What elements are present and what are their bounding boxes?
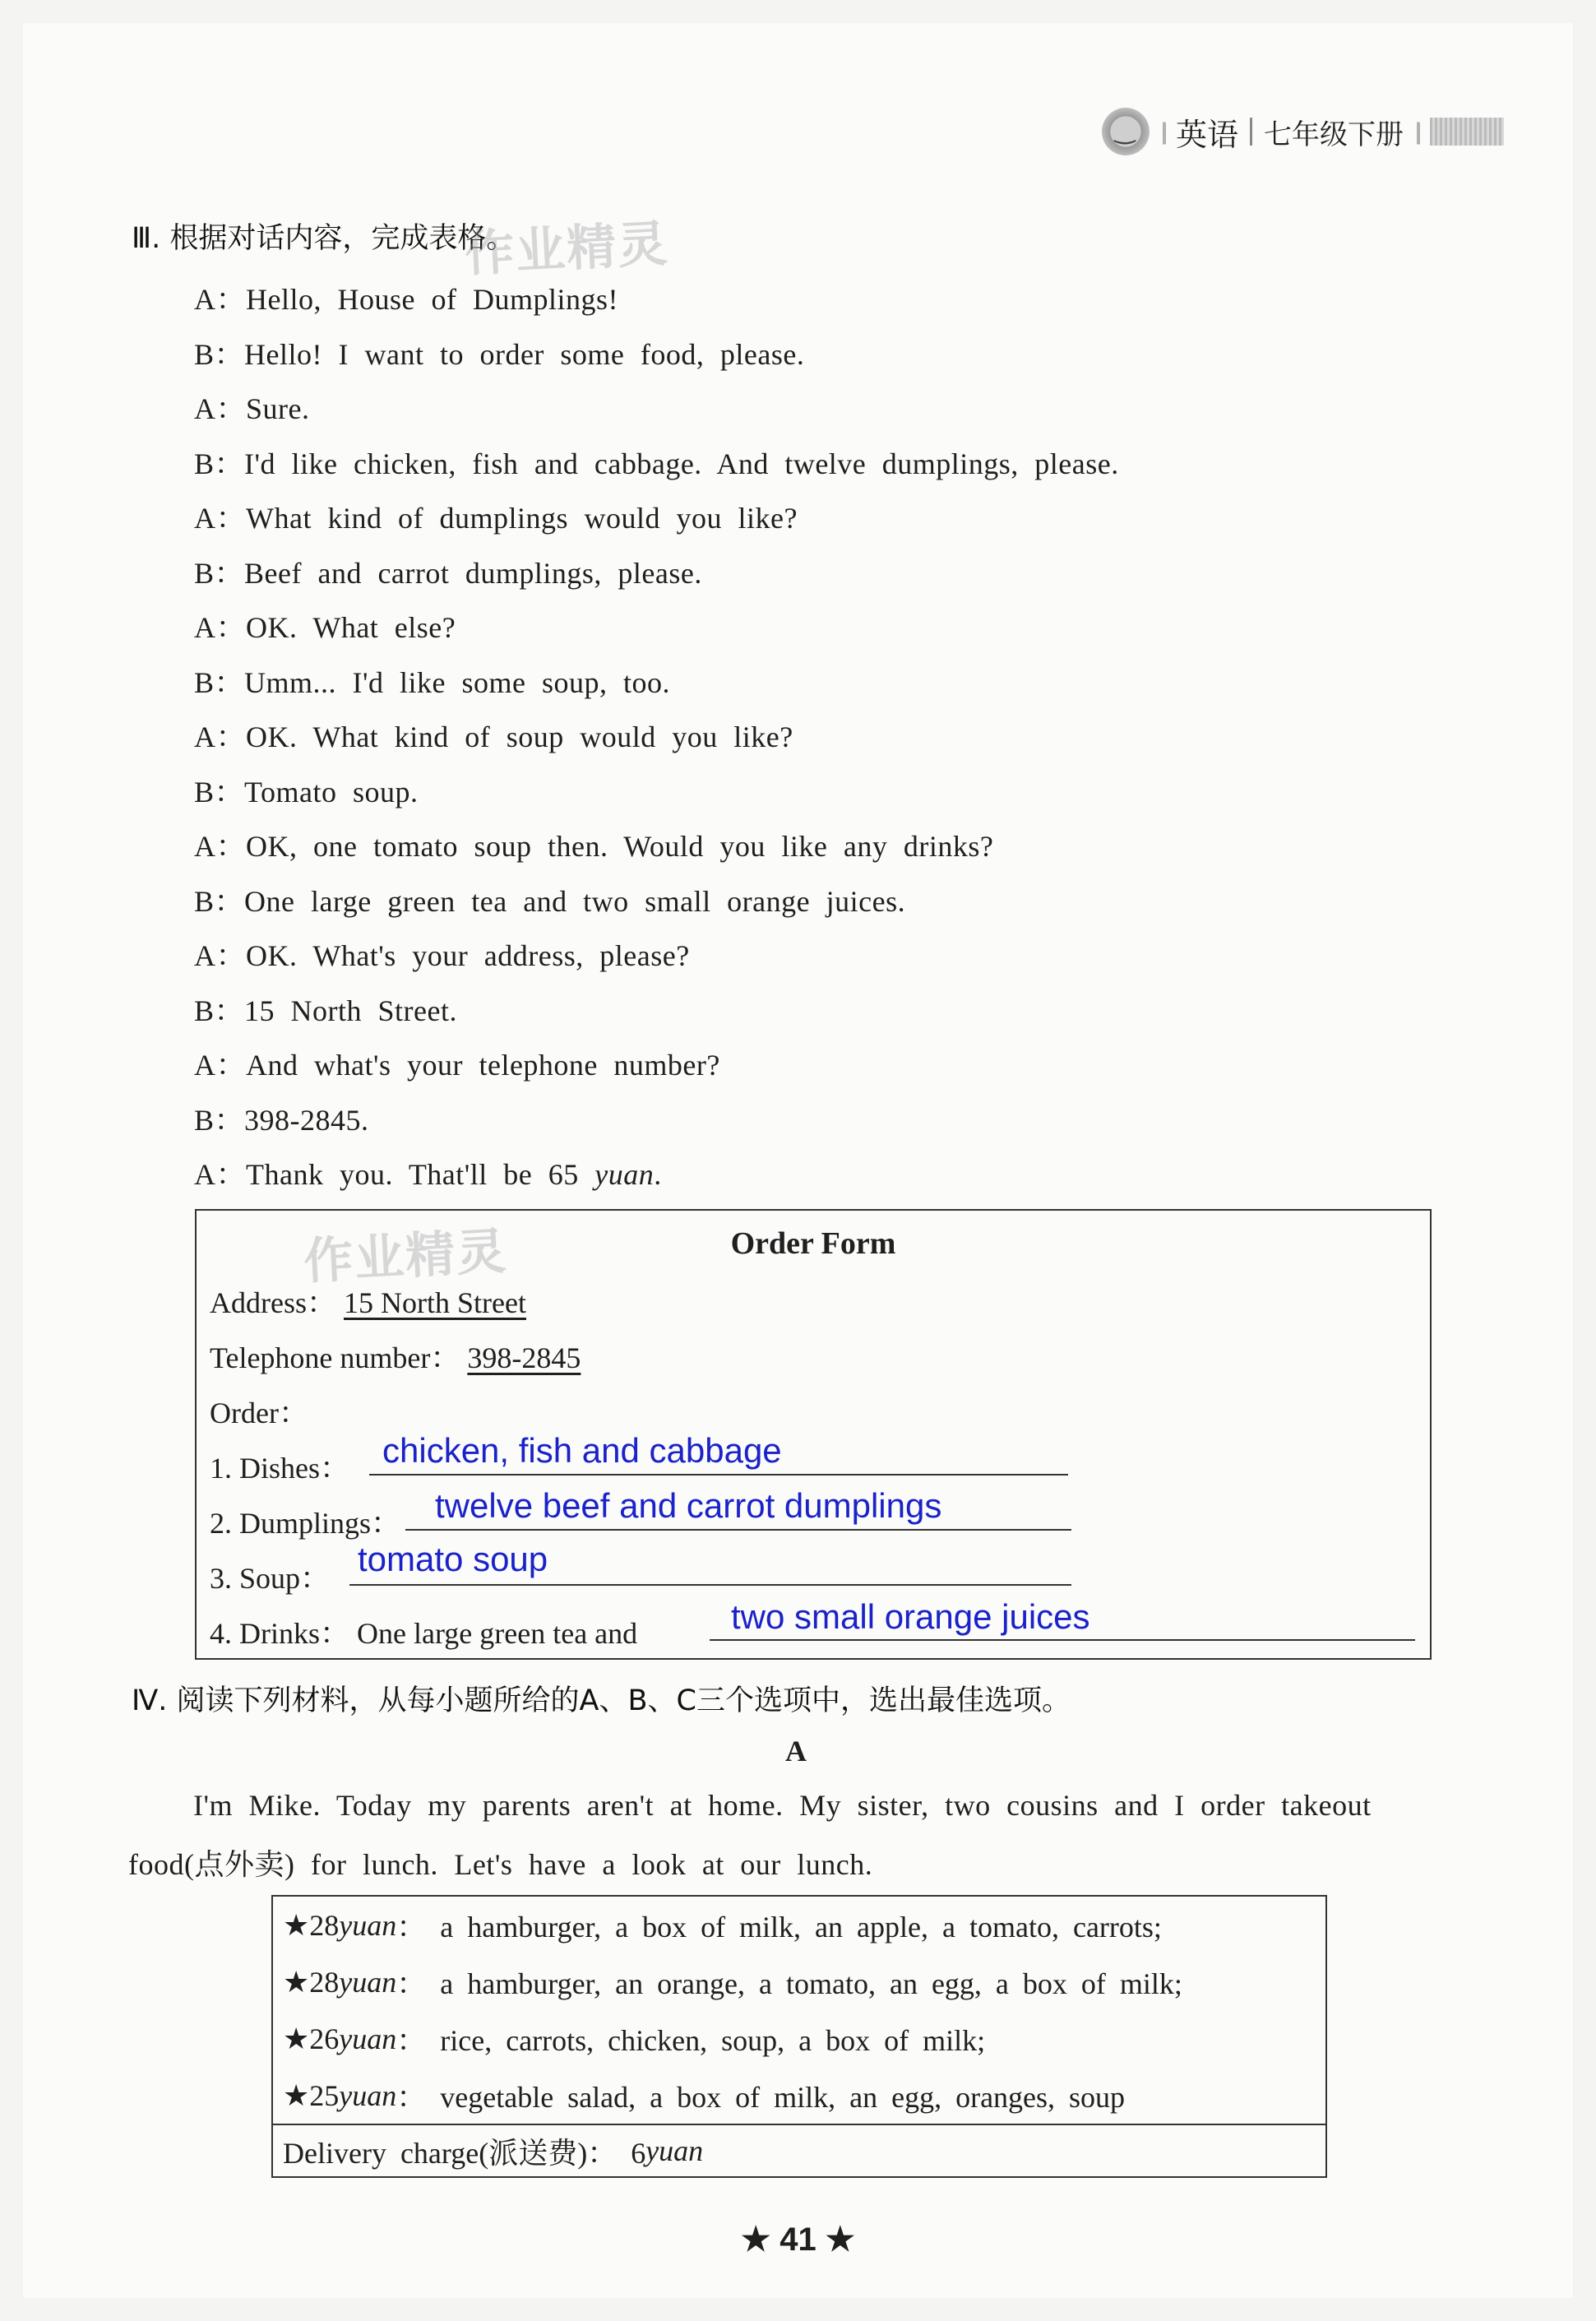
- menu-price: ★28: [283, 1965, 340, 1999]
- divider-bars: ||: [1415, 118, 1419, 145]
- speaker-label: A：: [194, 830, 246, 863]
- dialogue-text: One large green tea and two small orange juices.: [244, 884, 906, 918]
- delivery-unit: yuan: [645, 2134, 704, 2167]
- menu-price: ★28: [283, 1908, 340, 1942]
- speaker-label: A：: [194, 502, 246, 535]
- dialogue-line: [194, 1151, 662, 1193]
- telephone-label: Telephone number：: [210, 1341, 460, 1374]
- dialogue-punct: .: [654, 1158, 662, 1191]
- dialogue-line: [194, 550, 702, 592]
- menu-price: ★25: [283, 2078, 340, 2112]
- address-label: Address：: [210, 1286, 336, 1319]
- delivery-row: [273, 2124, 1325, 2176]
- menu-items: ： rice, carrots, chicken, soup, a box of milk;: [396, 2024, 986, 2057]
- divider-bars: ||: [1161, 118, 1165, 145]
- menu-unit: yuan: [339, 1908, 397, 1942]
- dialogue-text: Thank you. That'll be 65: [246, 1158, 595, 1191]
- dialogue-line: [194, 276, 618, 318]
- speaker-label: B：: [194, 447, 245, 480]
- drinks-label: 4. Drinks：: [210, 1617, 349, 1650]
- sun-logo-icon: [1102, 108, 1150, 155]
- speaker-label: B：: [194, 1103, 245, 1137]
- dialogue-line: [194, 386, 310, 428]
- passage-line-1: I'm Mike. Today my parents aren't at home. My sister, two cousins and I order takeout: [193, 1789, 1372, 1822]
- address-value: 15 North Street: [344, 1286, 526, 1319]
- section-4-title: Ⅳ. 阅读下列材料，从每小题所给的A、B、C三个选项中，选出最佳选项。: [132, 1684, 1071, 1717]
- dialogue-line: [194, 331, 804, 373]
- dialogue-line: [194, 933, 690, 975]
- dialogue-text: 15 North Street.: [244, 994, 457, 1027]
- dialogue-line: [194, 1097, 369, 1139]
- dialogue-text: I'd like chicken, fish and cabbage. And twelve dumplings, please.: [244, 447, 1119, 480]
- dishes-blank[interactable]: [369, 1474, 1068, 1476]
- speaker-label: A：: [194, 1158, 246, 1191]
- dialogue-line: [194, 441, 1119, 483]
- dialogue-text: Hello, House of Dumplings!: [246, 283, 618, 316]
- dialogue-text: OK, one tomato soup then. Would you like any drinks?: [246, 830, 994, 863]
- delivery-label: Delivery charge(派送费)： 6: [283, 2136, 646, 2170]
- passage-letter: A: [785, 1735, 807, 1767]
- dialogue-text: Beef and carrot dumplings, please.: [244, 556, 702, 590]
- drinks-given: One large green tea and: [357, 1617, 638, 1650]
- menu-items: ： vegetable salad, a box of milk, an egg, oranges, soup: [396, 2081, 1126, 2114]
- dialogue-line: [194, 605, 456, 646]
- divider: [1250, 118, 1252, 146]
- soup-label: 3. Soup：: [210, 1562, 331, 1595]
- order-label: Order：: [210, 1397, 308, 1429]
- currency-unit: yuan: [594, 1158, 655, 1191]
- dumplings-answer: twelve beef and carrot dumplings: [435, 1486, 942, 1525]
- watermark: 作业精灵: [302, 1222, 509, 1291]
- dialogue-line: [194, 988, 457, 1030]
- speaker-label: B：: [194, 775, 245, 808]
- drinks-blank[interactable]: [710, 1639, 1415, 1641]
- speaker-label: A：: [194, 392, 246, 425]
- page-number: ★ 41 ★: [741, 2221, 855, 2258]
- menu-row: [273, 2010, 1325, 2067]
- grade-label: 七年级下册: [1264, 118, 1404, 151]
- dialogue-line: [194, 878, 905, 920]
- dialogue-text: What kind of dumplings would you like?: [246, 502, 798, 535]
- header-decoration: [1430, 118, 1504, 146]
- telephone-row: [210, 1335, 581, 1377]
- dialogue-text: Umm... I'd like some soup, too.: [244, 665, 670, 699]
- dumplings-blank[interactable]: [405, 1529, 1071, 1531]
- dialogue-line: [194, 714, 793, 756]
- menu-unit: yuan: [339, 2022, 397, 2055]
- speaker-label: A：: [194, 611, 246, 644]
- order-form: [195, 1209, 1432, 1660]
- menu-row: [273, 1953, 1325, 2010]
- order-form-title: Order Form: [730, 1226, 896, 1261]
- soup-blank[interactable]: [349, 1584, 1071, 1586]
- dishes-label: 1. Dishes：: [210, 1452, 349, 1485]
- dialogue-text: And what's your telephone number?: [246, 1049, 720, 1082]
- dialogue-text: OK. What's your address, please?: [246, 939, 690, 972]
- soup-answer: tomato soup: [358, 1540, 548, 1578]
- watermark: 作业精灵: [463, 215, 670, 284]
- dialogue-text: Tomato soup.: [244, 775, 419, 808]
- dialogue-text: OK. What else?: [246, 611, 456, 644]
- dishes-answer: chicken, fish and cabbage: [382, 1431, 782, 1470]
- menu-row: [273, 1897, 1325, 1953]
- speaker-label: A：: [194, 1049, 246, 1082]
- dumplings-label: 2. Dumplings：: [210, 1507, 401, 1540]
- dialogue-line: [194, 660, 670, 702]
- drinks-answer: two small orange juices: [731, 1597, 1090, 1636]
- page-header: [1102, 99, 1504, 164]
- speaker-label: B：: [194, 884, 245, 918]
- menu-unit: yuan: [339, 1965, 397, 1999]
- dialogue-text: Hello! I want to order some food, please.: [244, 337, 805, 371]
- menu-items: ： a hamburger, a box of milk, an apple, a tomato, carrots;: [396, 1911, 1162, 1943]
- address-row: [210, 1280, 526, 1322]
- lunch-menu-table: [271, 1895, 1327, 2178]
- dialogue-line: [194, 823, 993, 865]
- subject-label: 英语: [1176, 116, 1239, 153]
- dialogue-line: [194, 495, 798, 537]
- menu-price: ★26: [283, 2022, 340, 2055]
- menu-items: ： a hamburger, an orange, a tomato, an egg, a box of milk;: [396, 1967, 1182, 2000]
- speaker-label: A：: [194, 939, 246, 972]
- speaker-label: A：: [194, 720, 246, 753]
- dialogue-line: [194, 1042, 720, 1084]
- speaker-label: B：: [194, 337, 245, 371]
- speaker-label: A：: [194, 283, 246, 316]
- telephone-value: 398-2845: [467, 1341, 581, 1374]
- drinks-row: [210, 1610, 637, 1652]
- dialogue-line: [194, 769, 418, 811]
- speaker-label: B：: [194, 994, 245, 1027]
- dialogue-text: OK. What kind of soup would you like?: [246, 720, 793, 753]
- menu-row: [273, 2067, 1325, 2124]
- dialogue-text: Sure.: [246, 392, 310, 425]
- menu-unit: yuan: [339, 2078, 397, 2112]
- dialogue-text: 398-2845.: [244, 1103, 369, 1137]
- speaker-label: B：: [194, 665, 245, 699]
- passage-line-2: food(点外卖) for lunch. Let's have a look at our lunch.: [128, 1848, 873, 1881]
- speaker-label: B：: [194, 556, 245, 590]
- section-3-title: Ⅲ. 根据对话内容，完成表格。: [132, 222, 516, 255]
